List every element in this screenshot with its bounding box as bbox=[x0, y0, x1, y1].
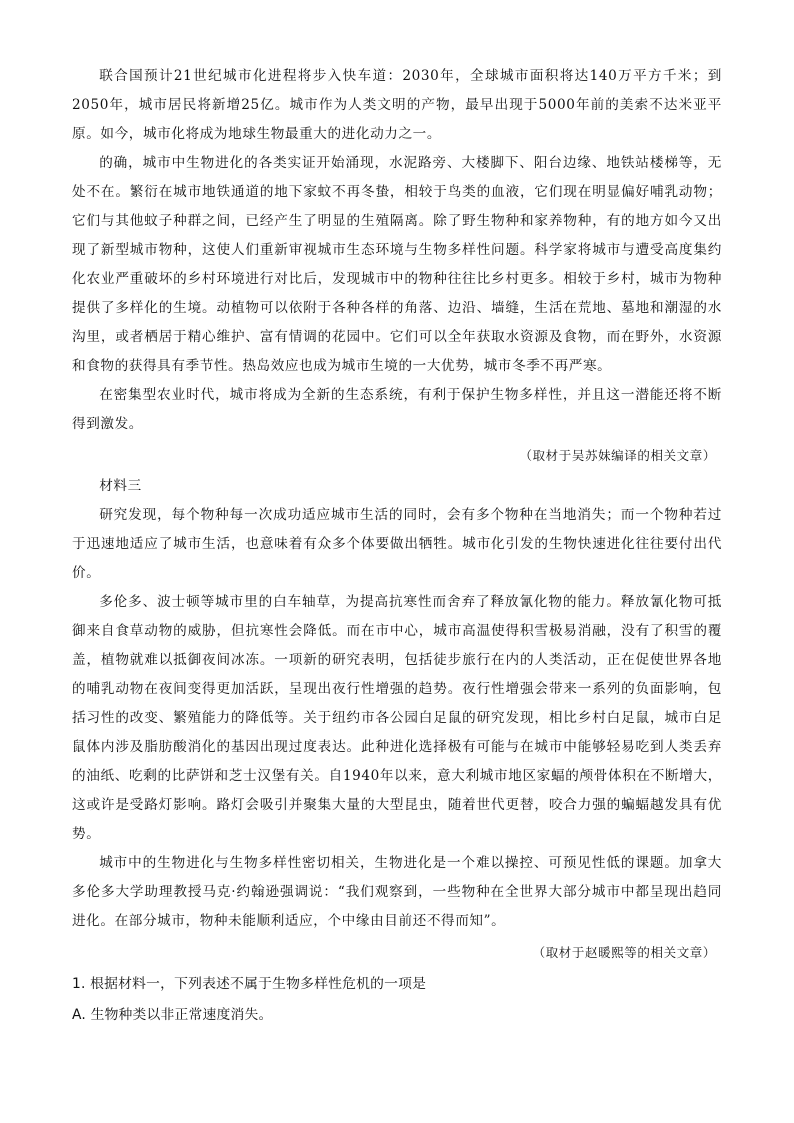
paragraph-2: 的确，城市中生物进化的各类实证开始涌现，水泥路旁、大楼脚下、阳台边缘、地铁站楼梯等，无处不在。繁衍在城市地铁通道的地下家蚊不再冬蛰，相较于鸟类的血液，它们现在明显偏好哺乳动物；它们与其他蚊子种群之间，已经产生了明显的生殖隔离。除了野生物种和家养物种，有的地方如今又出现了新型城市物种，这使人们重新审视城市生态环境与生物多样性问题。科学家将城市与遭受高度集约化农业严重破坏的乡村环境进行对比后，发现城市中的物种往往比乡村更多。相较于乡村，城市为物种提供了多样化的生境。动植物可以依附于各种各样的角落、边沿、墙缝，生活在荒地、墓地和潮湿的水沟里，或者栖居于精心维护、富有情调的花园中。它们可以全年获取水资源及食物，而在野外，水资源和食物的获得具有季节性。热岛效应也成为城市生境的一大优势，城市冬季不再严寒。 bbox=[72, 155, 722, 374]
source-citation-1: （取材于吴苏妹编译的相关文章） bbox=[519, 448, 716, 463]
question-1: 1. 根据材料一，下列表述不属于生物多样性危机的一项是 bbox=[72, 976, 427, 992]
option-a: A. 生物种类以非正常速度消失。 bbox=[72, 1007, 273, 1023]
source-citation-2: （取材于赵暖熙等的相关文章） bbox=[532, 945, 716, 960]
paragraph-1: 联合国预计21世纪城市化进程将步入快车道：2030年，全球城市面积将达140万平方千米；到2050年，城市居民将新增25亿。城市作为人类文明的产物，最早出现于5000年前的美索不达米亚平原。如今，城市化将成为地球生物最重大的进化动力之一。 bbox=[72, 68, 722, 142]
paragraph-3: 在密集型农业时代，城市将成为全新的生态系统，有利于保护生物多样性，并且这一潜能还将不断得到激发。 bbox=[72, 387, 722, 432]
paragraph-6: 城市中的生物进化与生物多样性密切相关，生物进化是一个难以操控、可预见性低的课题。加拿大多伦多大学助理教授马克·约翰逊强调说：“我们观察到，一些物种在全世界大部分城市中都呈现出趋同进化。在部分城市，物种未能顺利适应，个中缘由目前还不得而知”。 bbox=[72, 855, 722, 929]
material-3-heading: 材料三 bbox=[99, 478, 142, 494]
paragraph-5: 多伦多、波士顿等城市里的白车轴草，为提高抗寒性而舍弃了释放氰化物的能力。释放氰化物可抵御来自食草动物的威胁，但抗寒性会降低。而在市中心，城市高温使得积雪极易消融，没有了积雪的覆盖，植物就难以抵御夜间冰冻。一项新的研究表明，包括徒步旅行在内的人类活动，正在促使世界各地的哺乳动物在夜间变得更加活跃，呈现出夜行性增强的趋势。夜行性增强会带来一系列的负面影响，包括习性的改变、繁殖能力的降低等。关于纽约市各公园白足鼠的研究发现，相比乡村白足鼠，城市白足鼠体内涉及脂肪酸消化的基因出现过度表达。此种进化选择极有可能与在城市中能够轻易吃到人类丢弃的油纸、吃剩的比萨饼和芝士汉堡有关。自1940年以来，意大利城市地区家蝠的颅骨体积在不断增大，这或许是受路灯影响。路灯会吸引并聚集大量的大型昆虫，随着世代更替，咬合力强的蝙蝠越发具有优势。 bbox=[72, 594, 722, 842]
paragraph-4: 研究发现，每个物种每一次成功适应城市生活的同时，会有多个物种在当地消失；而一个物种若过于迅速地适应了城市生活，也意味着有众多个体要做出牺牲。城市化引发的生物快速进化往往要付出代价。 bbox=[72, 507, 722, 581]
